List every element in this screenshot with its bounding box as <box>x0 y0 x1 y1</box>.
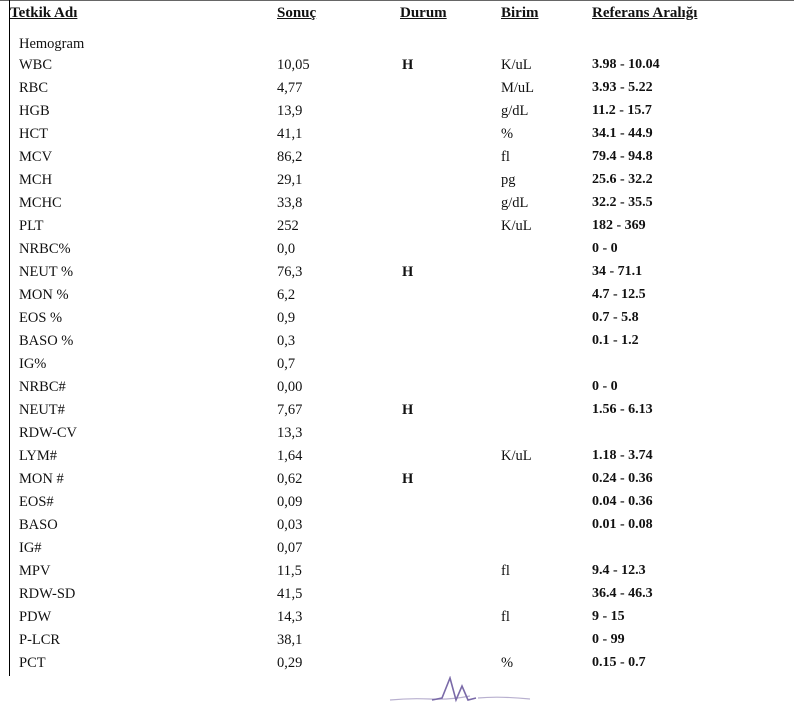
result-cell: 1,64 <box>277 448 303 464</box>
reference-range-cell: 0.24 - 0.36 <box>592 471 653 486</box>
test-name-cell: MON # <box>19 471 64 487</box>
group-label: Hemogram <box>19 36 85 52</box>
reference-range-cell: 34.1 - 44.9 <box>592 126 653 141</box>
test-name-cell: RDW-SD <box>19 586 76 602</box>
table-row <box>0 630 794 653</box>
test-name-cell: NEUT# <box>19 402 65 418</box>
test-name-cell: EOS# <box>19 494 54 510</box>
test-name-cell: PLT <box>19 218 44 234</box>
reference-range-cell: 9.4 - 12.3 <box>592 563 646 578</box>
reference-range-cell: 0.1 - 1.2 <box>592 333 639 348</box>
reference-range-cell: 0.01 - 0.08 <box>592 517 653 532</box>
test-name-cell: IG# <box>19 540 42 556</box>
table-row <box>0 147 794 170</box>
table-row <box>0 377 794 400</box>
table-row <box>0 55 794 78</box>
test-name-cell: MON % <box>19 287 69 303</box>
test-name-cell: P-LCR <box>19 632 61 648</box>
reference-range-cell: 3.98 - 10.04 <box>592 57 660 72</box>
test-name-cell: HCT <box>19 126 48 142</box>
unit-cell: fl <box>501 149 510 165</box>
reference-range-cell: 3.93 - 5.22 <box>592 80 653 95</box>
header-reference: Referans Aralığı <box>592 5 698 21</box>
table-row <box>0 423 794 446</box>
result-cell: 0,7 <box>277 356 296 372</box>
reference-range-cell: 0.04 - 0.36 <box>592 494 653 509</box>
header-test-name: Tetkik Adı <box>10 5 78 21</box>
test-name-cell: BASO % <box>19 333 74 349</box>
reference-range-cell: 1.18 - 3.74 <box>592 448 653 463</box>
table-row <box>0 124 794 147</box>
result-cell: 4,77 <box>277 80 303 96</box>
table-row <box>0 492 794 515</box>
result-cell: 14,3 <box>277 609 303 625</box>
result-cell: 13,3 <box>277 425 303 441</box>
test-name-cell: PCT <box>19 655 46 671</box>
table-row <box>0 262 794 285</box>
result-cell: 6,2 <box>277 287 296 303</box>
table-row <box>0 584 794 607</box>
table-row <box>0 308 794 331</box>
reference-range-cell: 34 - 71.1 <box>592 264 643 279</box>
result-cell: 11,5 <box>277 563 302 579</box>
table-row <box>0 446 794 469</box>
result-cell: 86,2 <box>277 149 303 165</box>
test-name-cell: NEUT % <box>19 264 74 280</box>
test-name-cell: MPV <box>19 563 51 579</box>
result-cell: 10,05 <box>277 57 310 73</box>
reference-range-cell: 25.6 - 32.2 <box>592 172 653 187</box>
result-cell: 38,1 <box>277 632 303 648</box>
test-name-cell: MCHC <box>19 195 62 211</box>
status-flag-cell: H <box>402 471 414 487</box>
reference-range-cell: 32.2 - 35.5 <box>592 195 653 210</box>
status-flag-cell: H <box>402 264 414 280</box>
signature-logo-icon <box>380 676 550 706</box>
table-row <box>0 515 794 538</box>
reference-range-cell: 0.15 - 0.7 <box>592 655 646 670</box>
table-row <box>0 216 794 239</box>
unit-cell: fl <box>501 609 510 625</box>
result-cell: 0,62 <box>277 471 303 487</box>
test-name-cell: RDW-CV <box>19 425 77 441</box>
result-cell: 0,9 <box>277 310 296 326</box>
reference-range-cell: 4.7 - 12.5 <box>592 287 646 302</box>
unit-cell: fl <box>501 563 510 579</box>
test-name-cell: MCH <box>19 172 53 188</box>
result-cell: 0,03 <box>277 517 303 533</box>
reference-range-cell: 0 - 0 <box>592 241 618 256</box>
test-name-cell: NRBC# <box>19 379 66 395</box>
table-row <box>0 653 794 676</box>
reference-range-cell: 11.2 - 15.7 <box>592 103 652 118</box>
result-cell: 76,3 <box>277 264 303 280</box>
table-row <box>0 469 794 492</box>
result-cell: 0,3 <box>277 333 296 349</box>
result-cell: 0,29 <box>277 655 303 671</box>
unit-cell: M/uL <box>501 80 535 96</box>
reference-range-cell: 0 - 0 <box>592 379 618 394</box>
table-row <box>0 193 794 216</box>
result-cell: 41,1 <box>277 126 303 142</box>
table-row <box>0 354 794 377</box>
test-name-cell: NRBC% <box>19 241 71 257</box>
test-name-cell: BASO <box>19 517 58 533</box>
result-cell: 41,5 <box>277 586 303 602</box>
test-name-cell: WBC <box>19 57 53 73</box>
header-status: Durum <box>400 5 447 21</box>
table-row <box>0 561 794 584</box>
reference-range-cell: 0.7 - 5.8 <box>592 310 639 325</box>
test-name-cell: IG% <box>19 356 47 372</box>
table-row <box>0 170 794 193</box>
unit-cell: pg <box>501 172 516 188</box>
unit-cell: K/uL <box>501 448 532 464</box>
unit-cell: % <box>501 655 514 671</box>
unit-cell: K/uL <box>501 218 532 234</box>
result-cell: 13,9 <box>277 103 303 119</box>
table-row <box>0 607 794 630</box>
table-row <box>0 101 794 124</box>
result-cell: 29,1 <box>277 172 303 188</box>
unit-cell: g/dL <box>501 103 529 119</box>
result-cell: 252 <box>277 218 299 234</box>
result-cell: 0,00 <box>277 379 303 395</box>
reference-range-cell: 1.56 - 6.13 <box>592 402 653 417</box>
unit-cell: % <box>501 126 514 142</box>
header-unit: Birim <box>501 5 539 21</box>
result-cell: 0,07 <box>277 540 303 556</box>
status-flag-cell: H <box>402 402 414 418</box>
top-divider <box>0 0 794 1</box>
results-table <box>0 55 794 676</box>
reference-range-cell: 9 - 15 <box>592 609 625 624</box>
reference-range-cell: 79.4 - 94.8 <box>592 149 653 164</box>
unit-cell: g/dL <box>501 195 529 211</box>
unit-cell: K/uL <box>501 57 532 73</box>
table-row <box>0 331 794 354</box>
test-name-cell: EOS % <box>19 310 63 326</box>
test-name-cell: PDW <box>19 609 52 625</box>
test-name-cell: HGB <box>19 103 50 119</box>
test-name-cell: MCV <box>19 149 53 165</box>
table-header <box>0 5 794 29</box>
reference-range-cell: 182 - 369 <box>592 218 646 233</box>
table-row <box>0 239 794 262</box>
result-cell: 33,8 <box>277 195 303 211</box>
result-cell: 0,0 <box>277 241 296 257</box>
table-row <box>0 538 794 561</box>
test-name-cell: LYM# <box>19 448 58 464</box>
reference-range-cell: 0 - 99 <box>592 632 625 647</box>
result-cell: 7,67 <box>277 402 303 418</box>
status-flag-cell: H <box>402 57 414 73</box>
table-row <box>0 78 794 101</box>
reference-range-cell: 36.4 - 46.3 <box>592 586 653 601</box>
table-row <box>0 285 794 308</box>
table-row <box>0 400 794 423</box>
result-cell: 0,09 <box>277 494 303 510</box>
header-result: Sonuç <box>277 5 317 21</box>
test-name-cell: RBC <box>19 80 49 96</box>
